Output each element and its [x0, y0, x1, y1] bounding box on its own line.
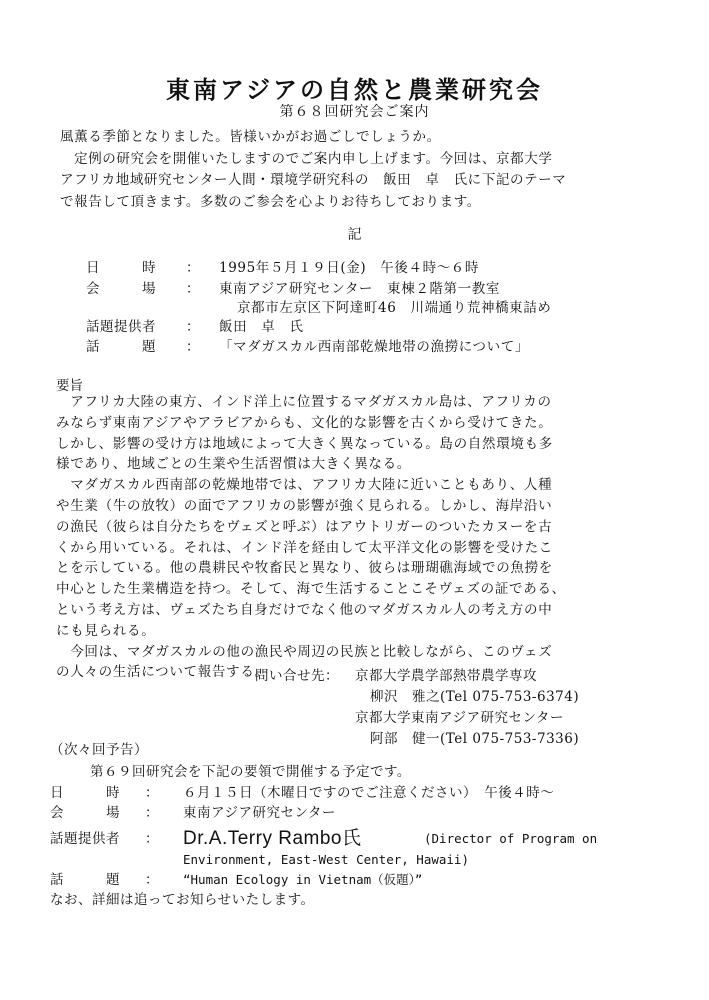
contact-label: 問い合せ先： [255, 668, 339, 684]
detail-label: 話 題 [50, 872, 120, 888]
detail-value: 京都市左京区下阿達町46 川端通り荒神橋東詰め [237, 300, 552, 316]
speaker-affiliation: (Director of Program on [424, 831, 598, 846]
detail-colon: ： [145, 805, 159, 821]
page-title: 東南アジアの自然と農業研究会 [165, 76, 544, 104]
detail-value: 1995年５月１９日(金) 午後４時～６時 [219, 260, 479, 276]
detail-colon: ： [186, 339, 200, 355]
abstract-line: 今回は、マダガスカルの他の漁民や周辺の民族と比較しながら、このヴェズ [56, 643, 553, 660]
abstract-line: の漁民（彼らは自分たちをヴェズと呼ぶ）はアウトリガーのついたカヌーを古 [56, 518, 553, 535]
contact-person: 阿部 健一(Tel 075-753-7336) [370, 731, 580, 747]
next-intro: 第６９回研究会を下記の要領で開催する予定です。 [90, 764, 411, 780]
detail-value: ６月１５日（木曜日ですのでご注意ください） 午後４時～ [183, 785, 555, 801]
detail-colon: ： [145, 785, 159, 801]
detail-label: 話題提供者 [86, 319, 156, 335]
speaker-affiliation-cont: Environment, East-West Center, Hawaii) [183, 852, 469, 867]
intro-line: アフリカ地域研究センター人間・環境学研究科の 飯田 卓 氏に下記のテーマ [60, 172, 567, 188]
abstract-line: 中心とした生業構造を持つ。そして、海で生活することこそヴェズの証である、 [56, 581, 566, 598]
detail-colon: ： [186, 319, 200, 335]
abstract-line: とを示している。他の農耕民や牧畜民と異なり、彼らは珊瑚礁海域での魚撈を [56, 560, 553, 577]
abstract-line: しかし、影響の受け方は地域によって大きく異なっている。島の自然環境も多 [56, 435, 553, 452]
next-heading: （次々回予告） [50, 742, 148, 758]
detail-label: 話題提供者 [50, 831, 120, 847]
detail-colon: ： [145, 831, 159, 847]
detail-colon: ： [186, 260, 200, 276]
detail-label: 日 時 [86, 260, 156, 276]
next-note: なお、詳細は追ってお知らせいたします。 [50, 892, 315, 908]
abstract-line: 様であり、地域ごとの生業や生活習慣は大きく異なる。 [56, 456, 411, 473]
detail-value: 東南アジア研究センター 東棟２階第一教室 [219, 281, 500, 297]
detail-colon: ： [186, 281, 200, 297]
detail-label: 会 場 [50, 805, 120, 821]
abstract-line: にも見られる。 [56, 622, 156, 639]
abstract-line: の人々の生活について報告する。 [56, 664, 269, 681]
abstract-line: みならず東南アジアやアラビアからも、文化的な影響を古くから受けてきた。 [56, 414, 553, 431]
abstract-line: アフリカ大陸の東方、インド洋上に位置するマダガスカル島は、アフリカの [56, 394, 552, 410]
abstract-line: マダガスカル西南部の乾燥地帯では、アフリカ大陸に近いこともあり、人種 [56, 477, 553, 494]
detail-value: 東南アジア研究センター [183, 805, 336, 821]
abstract-paragraph [56, 392, 666, 683]
page-subtitle: 第６８回研究会ご案内 [279, 104, 430, 120]
contact-person: 柳沢 雅之(Tel 075-753-6374) [370, 689, 580, 705]
detail-value: “Human Ecology in Vietnam（仮題）” [183, 872, 423, 887]
abstract-line: くから用いている。それは、インド洋を経由して太平洋文化の影響を受けたこ [56, 539, 553, 556]
intro-paragraph [60, 127, 660, 213]
intro-line: 定例の研究会を開催いたしますのでご案内申し上げます。今回は、京都大学 [60, 150, 553, 167]
detail-label: 会 場 [86, 281, 156, 297]
contact-org: 京都大学東南アジア研究センター [355, 710, 564, 726]
detail-label: 日 時 [50, 785, 120, 801]
abstract-line: という考え方は、ヴェズたち自身だけでなく他のマダガスカル人の考え方の中 [56, 601, 553, 618]
detail-label: 話 題 [86, 339, 156, 355]
abstract-line: や生業（牛の放牧）の面でアフリカの影響が強く見られる。しかし、海岸沿い [56, 497, 553, 514]
speaker-name: Dr.A.Terry Rambo氏 [183, 828, 362, 849]
ki-heading: 記 [347, 227, 362, 243]
abstract-heading: 要旨 [56, 378, 83, 394]
detail-value: 「マダガスカル西南部乾燥地帯の漁撈について」 [219, 339, 529, 355]
intro-line: 風薫る季節となりました。皆様いかがお過ごしでしょうか。 [60, 129, 441, 145]
detail-colon: ： [145, 872, 159, 888]
intro-line: で報告して頂きます。多数のご参会を心よりお待ちしております。 [60, 193, 481, 210]
contact-org: 京都大学農学部熱帯農学専攻 [355, 668, 537, 684]
detail-value: 飯田 卓 氏 [219, 319, 304, 335]
